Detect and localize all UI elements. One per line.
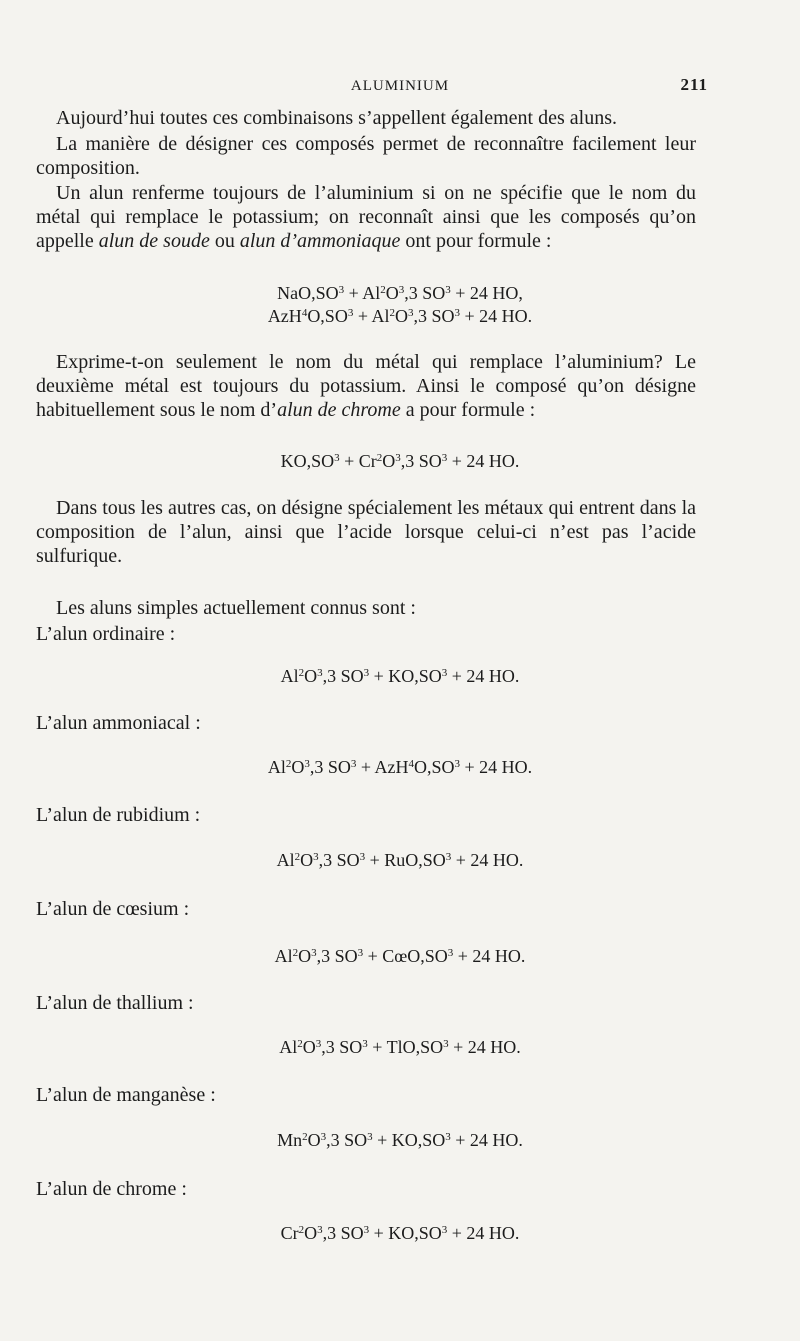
formula-alun-de-caesium: $Al^2O^3,3$ $SO^3$ + $CœO,SO^3 + 24$ HO. <box>274 946 526 966</box>
formula-alun-de-thallium: $Al^2O^3,3$ $SO^3 + TlO,SO^3 + 24$ HO. <box>279 1037 521 1057</box>
running-header-title: ALUMINIUM <box>350 78 450 94</box>
paragraph-2: La manière de désigner ces composés permet de reconnaître facilement leur composition. <box>36 133 696 179</box>
formula-alun-ammoniacal: $Al^2O^3,3$ $SO^3 + AzH^4O,SO^3 + 24$ HO. <box>267 757 533 777</box>
page-number: 211 <box>680 75 708 94</box>
paragraph-5: Dans tous les autres cas, on désigne spécialement les métaux qui entrent dans la composition de l’alun, ainsi que l’acide lorsque celui-ci n’est pas l’acide sulfurique. <box>36 497 696 567</box>
paragraph-1: Aujourd’hui toutes ces combinaisons s’appellent également des aluns. <box>56 107 617 129</box>
term-alun-d-ammoniaque: alun d’ammoniaque <box>239 230 401 252</box>
label-alun-de-rubidium: L’alun de rubidium : <box>36 804 201 826</box>
formula-alun-de-manganese: $Mn^2O^3,3$ $SO^3 + KO,SO^3 + 24$ HO. <box>277 1130 523 1150</box>
label-alun-ammoniacal: L’alun ammoniacal : <box>36 712 201 734</box>
term-alun-de-soude: alun de soude <box>98 230 210 252</box>
label-alun-ordinaire: L’alun ordinaire : <box>36 623 176 645</box>
formula-alun-d-ammoniaque: $AzH^4O,SO^3 + Al^2O^3,3$ $SO^3 + 24$ HO. <box>267 306 533 326</box>
paragraph-3: Un alun renferme toujours de l’aluminium si on ne spécifie que le nom du métal qui remplace le potassium; on reconnaît ainsi que les composés qu’on appelle alun de soude ou alun d’ammoniaque ont pour formule : <box>36 182 696 252</box>
label-alun-de-caesium: L’alun de cœsium : <box>36 898 190 920</box>
term-alun-de-chrome: alun de chrome <box>277 399 401 421</box>
formula-alun-ordinaire: $Al^2O^3,3$ $SO^3 + KO,SO^3 + 24$ HO. <box>280 666 520 686</box>
label-alun-de-manganese: L’alun de manganèse : <box>36 1084 216 1106</box>
paragraph-4: Exprime-t-on seulement le nom du métal qui remplace l’aluminium? Le deuxième métal est toujours du potassium. Ainsi le composé qu’on désigne habituellement sous le nom d’alun de chrome a pour formule : <box>36 351 696 421</box>
formula-alun-de-rubidium: $Al^2O^3,3$ $SO^3 + RuO,SO^3 + 24$ HO. <box>276 850 524 870</box>
label-alun-de-chrome: L’alun de chrome : <box>36 1178 187 1200</box>
formula-alun-de-chrome-1: $KO,SO^3 + Cr^2O^3,3$ $SO^3 + 24$ HO. <box>280 451 520 471</box>
label-alun-de-thallium: L’alun de thallium : <box>36 992 194 1014</box>
formula-alun-de-chrome-2: $Cr^2O^3,3$ $SO^3 + KO,SO^3 + 24$ HO. <box>280 1223 520 1243</box>
paragraph-6: Les aluns simples actuellement connus sont : <box>56 597 416 619</box>
formula-alun-de-soude: $NaO,SO^3 + Al^2O^3,3$ $SO^3 + 24$ HO, <box>277 283 523 303</box>
